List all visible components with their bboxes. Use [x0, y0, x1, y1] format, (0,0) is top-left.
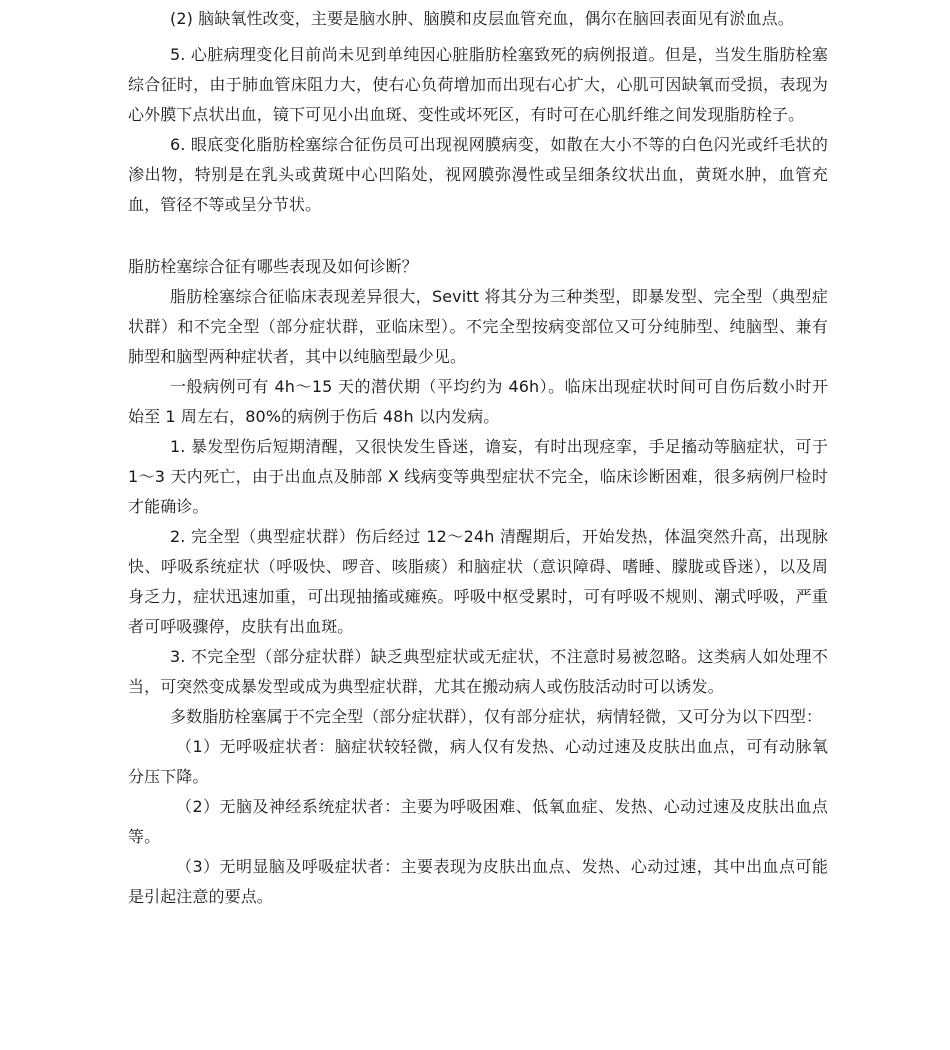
paragraph-fundus-changes: 6. 眼底变化脂肪栓塞综合征伤员可出现视网膜病变，如散在大小不等的白色闪光或纤毛状的渗出物，特别是在乳头或黄斑中心凹陷处，视网膜弥漫性或呈细条纹状出血，黄斑水肿，血管充血，管径不等或呈分节状。 [128, 135, 828, 214]
paragraph-intro: 脂肪栓塞综合征临床表现差异很大，Sevitt 将其分为三种类型，即暴发型、完全型（典型症状群）和不完全型（部分症状群，亚临床型）。不完全型按病变部位又可分纯肺型、纯脑型、兼有肺型和脑型两种症状者，其中以纯脑型最少见。 [128, 287, 828, 366]
paragraph-incomplete-type: 3. 不完全型（部分症状群）缺乏典型症状或无症状，不注意时易被忽略。这类病人如处理不当，可突然变成暴发型或成为典型症状群，尤其在搬动病人或伤肢活动时可以诱发。 [128, 647, 828, 696]
paragraph-subtype-2: （2）无脑及神经系统症状者：主要为呼吸困难、低氧血症、发热、心动过速及皮肤出血点等。 [128, 797, 828, 846]
paragraph-latency: 一般病例可有 4h～15 天的潜伏期（平均约为 46h）。临床出现症状时间可自伤后数小时开始至 1 周左右，80%的病例于伤后 48h 以内发病。 [128, 377, 828, 426]
paragraph-complete-type: 2. 完全型（典型症状群）伤后经过 12～24h 清醒期后，开始发热，体温突然升高，出现脉快、呼吸系统症状（呼吸快、啰音、咳脂痰）和脑症状（意识障碍、嗜睡、朦胧或昏迷），以及周身乏力，症状迅速加重，可出现抽搐或瘫痪。呼吸中枢受累时，可有呼吸不规则、潮式呼吸，严重者可呼吸骤停，皮肤有出血斑。 [128, 527, 828, 636]
section-heading: 脂肪栓塞综合征有哪些表现及如何诊断？ [128, 257, 418, 276]
document-page [128, 4, 828, 912]
paragraph-subtype-3: （3）无明显脑及呼吸症状者：主要表现为皮肤出血点、发热、心动过速，其中出血点可能是引起注意的要点。 [128, 857, 828, 906]
paragraph-heart-pathology: 5. 心脏病理变化目前尚未见到单纯因心脏脂肪栓塞致死的病例报道。但是，当发生脂肪栓塞综合征时，由于肺血管床阻力大，使右心负荷增加而出现右心扩大，心肌可因缺氧而受损，表现为心外膜下点状出血，镜下可见小出血斑、变性或坏死区，有时可在心肌纤维之间发现脂肪栓子。 [128, 45, 828, 124]
paragraph-fulminant-type: 1. 暴发型伤后短期清醒，又很快发生昏迷，谵妄，有时出现痉挛，手足搐动等脑症状，可于 1～3 天内死亡，由于出血点及肺部 X 线病变等典型症状不完全，临床诊断困难，很多病例尸检时才能确诊。 [128, 437, 828, 516]
paragraph-subtype-1: （1）无呼吸症状者：脑症状较轻微，病人仅有发热、心动过速及皮肤出血点，可有动脉氧分压下降。 [128, 737, 828, 786]
paragraph-brain-hypoxia: (2) 脑缺氧性改变，主要是脑水肿、脑膜和皮层血管充血，偶尔在脑回表面见有淤血点。 [170, 9, 794, 28]
paragraph-subtypes-intro: 多数脂肪栓塞属于不完全型（部分症状群），仅有部分症状，病情轻微，又可分为以下四型： [170, 707, 823, 726]
